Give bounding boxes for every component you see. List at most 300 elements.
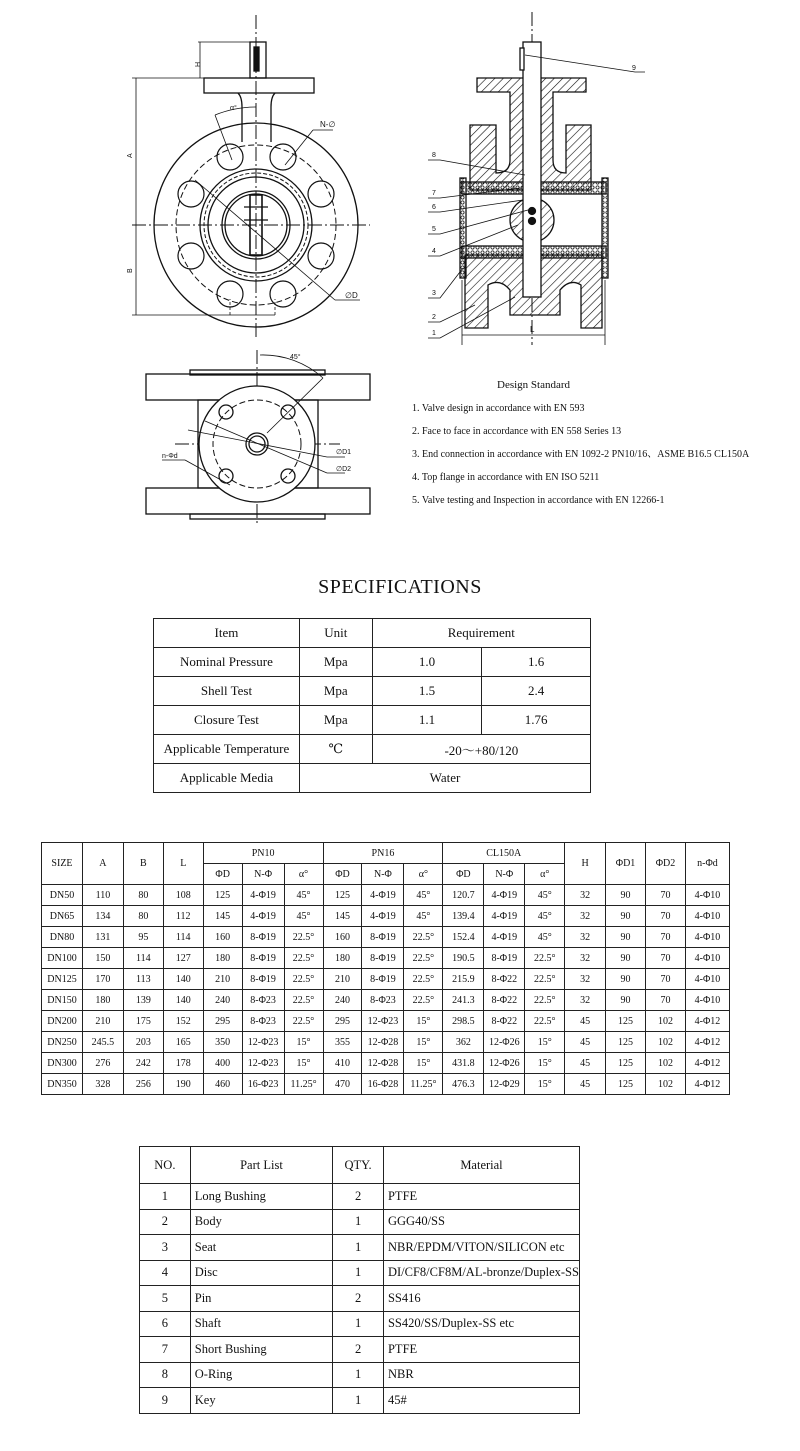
dimension-cell: 15°: [525, 1032, 565, 1053]
part-qty: 1: [333, 1260, 384, 1286]
spec-req: 1.76: [482, 706, 591, 735]
header-nd: n-Φd: [685, 843, 729, 885]
size-cell: DN80: [42, 927, 83, 948]
dimension-cell: 22.5°: [404, 969, 443, 990]
dimension-cell: 170: [82, 969, 123, 990]
dimension-cell: 8-Φ19: [362, 969, 404, 990]
callout-6: 6: [432, 204, 436, 211]
dimension-cell: 150: [82, 948, 123, 969]
dimension-cell: 22.5°: [404, 990, 443, 1011]
part-name: Long Bushing: [190, 1184, 332, 1210]
dimension-cell: 120.7: [443, 885, 484, 906]
dimension-cell: 102: [646, 1032, 686, 1053]
part-no: 5: [140, 1286, 191, 1312]
part-qty: 1: [333, 1362, 384, 1388]
header-d2: ΦD2: [646, 843, 686, 885]
part-qty: 1: [333, 1235, 384, 1261]
header-pn10: PN10: [203, 843, 323, 864]
part-material: 45#: [383, 1388, 579, 1414]
spec-req: 1.5: [372, 677, 482, 706]
dimension-cell: 22.5°: [404, 927, 443, 948]
subheader-n-phi: N-Φ: [242, 864, 284, 885]
header-d1: ΦD1: [606, 843, 646, 885]
part-no: 7: [140, 1337, 191, 1363]
dimension-cell: 80: [123, 885, 163, 906]
dimension-cell: 400: [203, 1053, 242, 1074]
dimension-cell: 8-Φ19: [242, 927, 284, 948]
part-material: PTFE: [383, 1184, 579, 1210]
header-requirement: Requirement: [372, 619, 590, 648]
parts-table: [139, 1146, 580, 1414]
spec-item: Closure Test: [154, 706, 300, 735]
table-row: [140, 1209, 580, 1235]
dimension-cell: 125: [203, 885, 242, 906]
dimension-cell: 256: [123, 1074, 163, 1095]
part-no: 2: [140, 1209, 191, 1235]
design-standard-list: [412, 402, 749, 517]
dimension-cell: 125: [323, 885, 362, 906]
dimension-cell: 355: [323, 1032, 362, 1053]
dimension-cell: 431.8: [443, 1053, 484, 1074]
dimension-cell: 145: [203, 906, 242, 927]
dimension-cell: 160: [323, 927, 362, 948]
table-row: [140, 1286, 580, 1312]
dimension-cell: 12-Φ26: [484, 1032, 525, 1053]
dimension-cell: 15°: [284, 1053, 323, 1074]
label-n-phi: N-∅: [320, 120, 336, 129]
dimension-cell: 350: [203, 1032, 242, 1053]
dimension-cell: 22.5°: [284, 948, 323, 969]
dimension-cell: 32: [565, 906, 606, 927]
dimension-cell: 190.5: [443, 948, 484, 969]
label-45-deg: 45°: [290, 354, 301, 361]
dimension-cell: 4-Φ19: [242, 906, 284, 927]
dimension-cell: 12-Φ28: [362, 1053, 404, 1074]
spec-item: Applicable Temperature: [154, 735, 300, 764]
size-cell: DN65: [42, 906, 83, 927]
size-cell: DN50: [42, 885, 83, 906]
table-row: [42, 1011, 730, 1032]
header-part-list: Part List: [190, 1147, 332, 1184]
dimension-cell: 240: [203, 990, 242, 1011]
part-material: NBR/EPDM/VITON/SILICON etc: [383, 1235, 579, 1261]
spec-req: 1.0: [372, 648, 482, 677]
dimension-cell: 15°: [404, 1011, 443, 1032]
dimension-cell: 112: [163, 906, 203, 927]
spec-item: Applicable Media: [154, 764, 300, 793]
dimension-cell: 12-Φ29: [484, 1074, 525, 1095]
dimension-cell: 45°: [404, 906, 443, 927]
part-material: NBR: [383, 1362, 579, 1388]
dimension-cell: 80: [123, 906, 163, 927]
dimension-cell: 152: [163, 1011, 203, 1032]
spec-req: 2.4: [482, 677, 591, 706]
table-header-row: [154, 619, 591, 648]
subheader-alpha: α°: [284, 864, 323, 885]
callout-3: 3: [432, 290, 436, 297]
dimension-cell: 22.5°: [284, 969, 323, 990]
part-name: Pin: [190, 1286, 332, 1312]
label-phi-d: ∅D: [345, 291, 358, 300]
part-name: Disc: [190, 1260, 332, 1286]
table-row: [42, 1053, 730, 1074]
dimension-cell: 15°: [404, 1053, 443, 1074]
top-view-drawing: [130, 345, 390, 525]
part-name: O-Ring: [190, 1362, 332, 1388]
dimension-cell: 134: [82, 906, 123, 927]
part-material: DI/CF8/CF8M/AL-bronze/Duplex-SS: [383, 1260, 579, 1286]
dimension-cell: 11.25°: [404, 1074, 443, 1095]
part-no: 8: [140, 1362, 191, 1388]
subheader-alpha: α°: [404, 864, 443, 885]
subheader-d: ΦD: [203, 864, 242, 885]
dimension-cell: 8-Φ19: [484, 948, 525, 969]
dimension-cell: 102: [646, 1011, 686, 1032]
part-material: GGG40/SS: [383, 1209, 579, 1235]
header-qty: QTY.: [333, 1147, 384, 1184]
design-standard-item: 3. End connection in accordance with EN 1092-2 PN10/16、ASME B16.5 CL150A: [412, 449, 750, 460]
design-standard-item: 1. Valve design in accordance with EN 593: [412, 403, 585, 414]
dimension-cell: 139.4: [443, 906, 484, 927]
dimension-cell: 125: [606, 1032, 646, 1053]
table-row: [42, 1074, 730, 1095]
dimension-cell: 45°: [404, 885, 443, 906]
design-standard-item: 4. Top flange in accordance with EN ISO 5211: [412, 472, 600, 483]
dimension-cell: 190: [163, 1074, 203, 1095]
part-name: Shaft: [190, 1311, 332, 1337]
dimension-cell: 180: [82, 990, 123, 1011]
table-row: [140, 1260, 580, 1286]
header-no: NO.: [140, 1147, 191, 1184]
dimension-cell: 113: [123, 969, 163, 990]
spec-unit: Mpa: [299, 677, 372, 706]
dimension-cell: 328: [82, 1074, 123, 1095]
table-row: [154, 764, 591, 793]
subheader-n-phi: N-Φ: [484, 864, 525, 885]
table-row: [140, 1311, 580, 1337]
dimension-cell: 70: [646, 906, 686, 927]
table-row: [42, 948, 730, 969]
table-row: [140, 1388, 580, 1414]
dimension-cell: 15°: [404, 1032, 443, 1053]
section-view-drawing: [410, 10, 670, 350]
dimension-cell: 476.3: [443, 1074, 484, 1095]
dimension-cell: 245.5: [82, 1032, 123, 1053]
size-cell: DN200: [42, 1011, 83, 1032]
spec-unit: Mpa: [299, 706, 372, 735]
dimension-cell: 22.5°: [404, 948, 443, 969]
header-l: L: [163, 843, 203, 885]
label-l: L: [530, 325, 535, 334]
label-h: H: [195, 61, 202, 67]
dimension-cell: 4-Φ19: [242, 885, 284, 906]
dimension-cell: 4-Φ12: [685, 1074, 729, 1095]
part-no: 3: [140, 1235, 191, 1261]
part-material: SS420/SS/Duplex-SS etc: [383, 1311, 579, 1337]
header-unit: Unit: [299, 619, 372, 648]
dimension-cell: 15°: [525, 1074, 565, 1095]
dimension-cell: 131: [82, 927, 123, 948]
design-standard-item: 5. Valve testing and Inspection in accordance with EN 12266-1: [412, 495, 665, 506]
dimension-cell: 22.5°: [525, 990, 565, 1011]
dimension-cell: 32: [565, 948, 606, 969]
table-header-row: [42, 843, 730, 864]
dimension-cell: 110: [82, 885, 123, 906]
dimension-cell: 8-Φ19: [242, 969, 284, 990]
dimension-cell: 16-Φ23: [242, 1074, 284, 1095]
spec-req: -20～+80/120: [372, 735, 590, 764]
dimension-cell: 4-Φ19: [484, 927, 525, 948]
table-row: [154, 706, 591, 735]
dimension-cell: 70: [646, 885, 686, 906]
part-name: Seat: [190, 1235, 332, 1261]
dimension-cell: 15°: [284, 1032, 323, 1053]
dimension-cell: 4-Φ19: [362, 885, 404, 906]
dimension-cell: 70: [646, 969, 686, 990]
specifications-title: SPECIFICATIONS: [318, 576, 482, 598]
part-name: Body: [190, 1209, 332, 1235]
dimension-cell: 8-Φ22: [484, 990, 525, 1011]
part-qty: 1: [333, 1388, 384, 1414]
callout-7: 7: [432, 190, 436, 197]
dimension-cell: 45: [565, 1032, 606, 1053]
dimension-cell: 180: [323, 948, 362, 969]
dimensions-body: [42, 885, 730, 1095]
dimension-cell: 22.5°: [525, 1011, 565, 1032]
header-h: H: [565, 843, 606, 885]
dimension-cell: 102: [646, 1074, 686, 1095]
dimension-cell: 4-Φ19: [484, 906, 525, 927]
dimension-cell: 45°: [284, 885, 323, 906]
dimension-cell: 102: [646, 1053, 686, 1074]
table-row: [42, 927, 730, 948]
dimension-cell: 210: [203, 969, 242, 990]
dimension-cell: 32: [565, 885, 606, 906]
dimension-cell: 32: [565, 927, 606, 948]
spec-req: 1.1: [372, 706, 482, 735]
dimension-cell: 12-Φ26: [484, 1053, 525, 1074]
part-no: 9: [140, 1388, 191, 1414]
dimension-cell: 108: [163, 885, 203, 906]
dimension-cell: 22.5°: [284, 990, 323, 1011]
dimension-cell: 125: [606, 1053, 646, 1074]
table-row: [154, 648, 591, 677]
parts-body: [140, 1184, 580, 1414]
dimension-cell: 215.9: [443, 969, 484, 990]
table-row: [42, 990, 730, 1011]
dimension-cell: 8-Φ19: [362, 948, 404, 969]
dimension-cell: 470: [323, 1074, 362, 1095]
dimension-cell: 4-Φ10: [685, 948, 729, 969]
dimension-cell: 178: [163, 1053, 203, 1074]
spec-req: Water: [299, 764, 590, 793]
dimension-cell: 8-Φ23: [362, 990, 404, 1011]
dimension-cell: 4-Φ12: [685, 1011, 729, 1032]
spec-item: Nominal Pressure: [154, 648, 300, 677]
dimension-cell: 145: [323, 906, 362, 927]
dimension-cell: 114: [123, 948, 163, 969]
dimension-cell: 8-Φ23: [242, 1011, 284, 1032]
dimension-cell: 95: [123, 927, 163, 948]
dimension-cell: 8-Φ23: [242, 990, 284, 1011]
part-qty: 2: [333, 1184, 384, 1210]
label-phi-d2: ∅D2: [336, 466, 352, 473]
dimension-cell: 127: [163, 948, 203, 969]
dimension-cell: 45: [565, 1053, 606, 1074]
dimension-cell: 210: [82, 1011, 123, 1032]
callout-9: 9: [632, 65, 636, 72]
dimension-cell: 362: [443, 1032, 484, 1053]
dimension-cell: 298.5: [443, 1011, 484, 1032]
spec-unit: ℃: [299, 735, 372, 764]
front-view-drawing: [120, 10, 380, 340]
dimension-cell: 22.5°: [525, 948, 565, 969]
dimension-cell: 32: [565, 990, 606, 1011]
header-cl150a: CL150A: [443, 843, 565, 864]
dimension-cell: 125: [606, 1074, 646, 1095]
design-standard-item: 2. Face to face in accordance with EN 558 Series 13: [412, 426, 622, 437]
dimension-cell: 4-Φ10: [685, 927, 729, 948]
table-header-row: [140, 1147, 580, 1184]
dimension-cell: 45°: [525, 927, 565, 948]
header-material: Material: [383, 1147, 579, 1184]
dimension-cell: 45°: [284, 906, 323, 927]
dimension-cell: 12-Φ23: [242, 1053, 284, 1074]
table-row: [140, 1235, 580, 1261]
header-a: A: [82, 843, 123, 885]
dimension-cell: 90: [606, 906, 646, 927]
dimension-cell: 4-Φ10: [685, 969, 729, 990]
part-no: 1: [140, 1184, 191, 1210]
part-material: PTFE: [383, 1337, 579, 1363]
table-row: [140, 1184, 580, 1210]
part-qty: 1: [333, 1209, 384, 1235]
part-qty: 2: [333, 1286, 384, 1312]
dimension-cell: 8-Φ22: [484, 1011, 525, 1032]
dimension-cell: 90: [606, 885, 646, 906]
dimension-cell: 8-Φ19: [242, 948, 284, 969]
header-b: B: [123, 843, 163, 885]
table-row: [42, 1032, 730, 1053]
dimension-cell: 22.5°: [525, 969, 565, 990]
specifications-table: [153, 618, 591, 793]
header-pn16: PN16: [323, 843, 443, 864]
part-qty: 2: [333, 1337, 384, 1363]
dimensions-table: [41, 842, 730, 1095]
label-alpha: α°: [230, 105, 237, 112]
dimension-cell: 295: [323, 1011, 362, 1032]
dimension-cell: 152.4: [443, 927, 484, 948]
dimension-cell: 45: [565, 1011, 606, 1032]
spec-unit: Mpa: [299, 648, 372, 677]
subheader-n-phi: N-Φ: [362, 864, 404, 885]
label-phi-d1: ∅D1: [336, 449, 352, 456]
dimension-cell: 70: [646, 948, 686, 969]
table-row: [42, 906, 730, 927]
size-cell: DN125: [42, 969, 83, 990]
dimension-cell: 45°: [525, 885, 565, 906]
dimension-cell: 90: [606, 927, 646, 948]
dimension-cell: 140: [163, 969, 203, 990]
dimension-cell: 32: [565, 969, 606, 990]
header-item: Item: [154, 619, 300, 648]
dimension-cell: 125: [606, 1011, 646, 1032]
spec-req: 1.6: [482, 648, 591, 677]
dimension-cell: 45: [565, 1074, 606, 1095]
size-cell: DN250: [42, 1032, 83, 1053]
dimension-cell: 4-Φ12: [685, 1053, 729, 1074]
label-b: B: [127, 268, 134, 273]
dimension-cell: 203: [123, 1032, 163, 1053]
dimension-cell: 4-Φ19: [362, 906, 404, 927]
subheader-d: ΦD: [443, 864, 484, 885]
size-cell: DN350: [42, 1074, 83, 1095]
dimension-cell: 45°: [525, 906, 565, 927]
dimension-cell: 210: [323, 969, 362, 990]
dimension-cell: 295: [203, 1011, 242, 1032]
dimension-cell: 70: [646, 927, 686, 948]
size-cell: DN150: [42, 990, 83, 1011]
table-row: [140, 1362, 580, 1388]
dimension-cell: 22.5°: [284, 1011, 323, 1032]
subheader-alpha: α°: [525, 864, 565, 885]
callout-2: 2: [432, 314, 436, 321]
dimension-cell: 4-Φ19: [484, 885, 525, 906]
dimension-cell: 240: [323, 990, 362, 1011]
dimension-cell: 276: [82, 1053, 123, 1074]
dimension-cell: 160: [203, 927, 242, 948]
callout-8: 8: [432, 152, 436, 159]
size-cell: DN300: [42, 1053, 83, 1074]
header-size: SIZE: [42, 843, 83, 885]
dimension-cell: 4-Φ10: [685, 990, 729, 1011]
label-n-phi-d: n-Φd: [162, 453, 178, 460]
dimension-cell: 165: [163, 1032, 203, 1053]
label-a: A: [127, 153, 134, 158]
dimension-cell: 12-Φ23: [362, 1011, 404, 1032]
dimension-cell: 4-Φ12: [685, 1032, 729, 1053]
dimension-cell: 16-Φ28: [362, 1074, 404, 1095]
part-name: Short Bushing: [190, 1337, 332, 1363]
subheader-d: ΦD: [323, 864, 362, 885]
dimension-cell: 242: [123, 1053, 163, 1074]
dimension-cell: 114: [163, 927, 203, 948]
design-standard-title: Design Standard: [497, 379, 571, 391]
table-row: [42, 885, 730, 906]
dimension-cell: 70: [646, 990, 686, 1011]
dimension-cell: 22.5°: [284, 927, 323, 948]
dimension-cell: 139: [123, 990, 163, 1011]
dimension-cell: 12-Φ28: [362, 1032, 404, 1053]
dimension-cell: 241.3: [443, 990, 484, 1011]
dimension-cell: 175: [123, 1011, 163, 1032]
table-row: [154, 735, 591, 764]
part-material: SS416: [383, 1286, 579, 1312]
part-qty: 1: [333, 1311, 384, 1337]
dimension-cell: 12-Φ23: [242, 1032, 284, 1053]
callout-4: 4: [432, 248, 436, 255]
size-cell: DN100: [42, 948, 83, 969]
dimension-cell: 140: [163, 990, 203, 1011]
dimension-cell: 90: [606, 969, 646, 990]
dimension-cell: 4-Φ10: [685, 906, 729, 927]
dimension-cell: 15°: [525, 1053, 565, 1074]
part-name: Key: [190, 1388, 332, 1414]
spec-item: Shell Test: [154, 677, 300, 706]
callout-5: 5: [432, 226, 436, 233]
dimension-cell: 460: [203, 1074, 242, 1095]
part-no: 6: [140, 1311, 191, 1337]
